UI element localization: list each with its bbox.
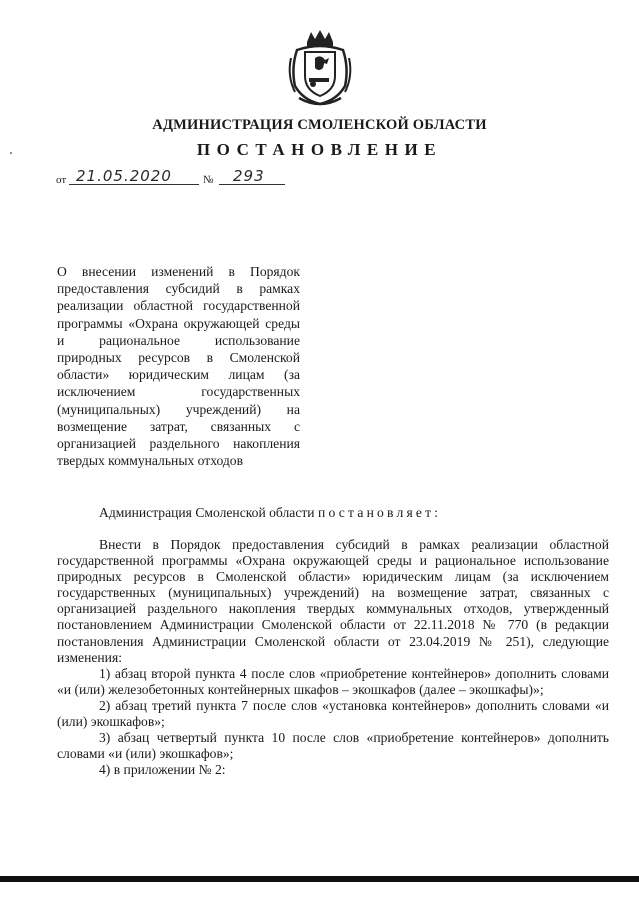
body-paragraph: 3) абзац четвертый пункта 10 после слов «приобретение контейнеров» дополнить словами «и (или) экошкафов»; bbox=[57, 730, 609, 762]
date-prefix-label: от bbox=[56, 174, 67, 186]
intro-spaced-word: постановляет: bbox=[317, 505, 442, 520]
document-body bbox=[57, 537, 609, 778]
coat-of-arms-icon bbox=[285, 28, 355, 108]
intro-text: Администрация Смоленской области bbox=[99, 505, 315, 520]
body-paragraph: 4) в приложении № 2: bbox=[99, 762, 226, 778]
number-prefix-label: № bbox=[203, 174, 214, 186]
date-number-line bbox=[56, 168, 316, 190]
intro-line bbox=[99, 505, 441, 521]
scan-edge-bar bbox=[0, 876, 639, 882]
body-paragraph: 2) абзац третий пункта 7 после слов «установка контейнеров» дополнить словами «и (или) экошкафов»; bbox=[57, 697, 609, 730]
document-subject: О внесении изменений в Порядок предоставления субсидий в рамках реализации областной государственной программы «Охрана окружающей среды и рациональное использование природных ресурсов в Смоленской области» юридическим лицам (за исключением государственных (муниципальных) учреждений) на возмещение затрат, связанных с организацией раздельного накопления твердых коммунальных отходов bbox=[57, 264, 300, 469]
scan-speck bbox=[10, 152, 12, 154]
handwritten-date: 21.05.2020 bbox=[76, 167, 172, 185]
handwritten-number: 293 bbox=[233, 167, 265, 185]
body-paragraph: 1) абзац второй пункта 4 после слов «приобретение контейнеров» дополнить словами «и (или) железобетонных контейнерных шкафов – экошкафов (далее – экошкафы)»; bbox=[57, 665, 609, 697]
document-type-title: ПОСТАНОВЛЕНИЕ bbox=[196, 140, 443, 159]
body-paragraph: Внести в Порядок предоставления субсидий в рамках реализации областной государственной программы «Охрана окружающей среды и рациональное использование природных ресурсов в Смоленской области» юридическим лицам (за исключением государственных (муниципальных) учреждений) на возмещение затрат, связанных с организацией раздельного накопления твердых коммунальных отходов, утвержденный постановлением Администрации Смоленской области от 22.11.2018 № 770 (в редакции постановления Администрации Смоленской области от 23.04.2019 № 251), следующие изменения: bbox=[57, 537, 609, 665]
organization-name: АДМИНИСТРАЦИЯ СМОЛЕНСКОЙ ОБЛАСТИ bbox=[152, 117, 487, 133]
